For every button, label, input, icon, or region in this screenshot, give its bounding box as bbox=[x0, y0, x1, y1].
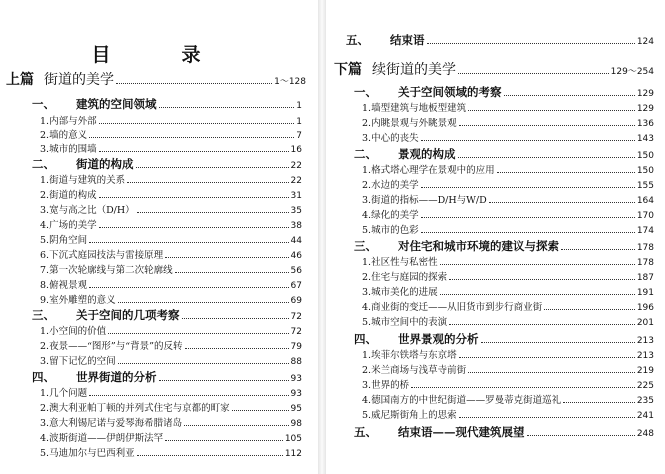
page-number: 72 bbox=[290, 327, 302, 337]
section-title: 对住宅和城市环境的建议与探索 bbox=[398, 239, 559, 253]
item-text: 2.米兰商场与浅草寺前街 bbox=[362, 365, 467, 376]
section-title: 关于空间领域的考察 bbox=[398, 85, 502, 99]
section-heading bbox=[32, 96, 302, 112]
page-number: 79 bbox=[290, 342, 302, 352]
toc-item bbox=[362, 192, 654, 206]
section-number: 二、 bbox=[32, 157, 55, 171]
page-number: 150 bbox=[636, 151, 654, 161]
item-text: 2.水边的美学 bbox=[362, 180, 419, 191]
right-page bbox=[326, 0, 665, 474]
page-number: 105 bbox=[284, 434, 302, 444]
toc-item bbox=[362, 222, 654, 236]
page-number: 143 bbox=[636, 134, 654, 144]
section-heading bbox=[354, 331, 654, 347]
item-text: 7.第一次轮廓线与第二次轮廓线 bbox=[40, 265, 173, 276]
page-number: 1 bbox=[296, 101, 302, 111]
item-text: 2.街道的构成 bbox=[40, 190, 97, 201]
page-number: 112 bbox=[284, 449, 302, 459]
page-number: 129 bbox=[636, 89, 654, 99]
page-number: 136 bbox=[636, 119, 654, 129]
item-text: 8.俯视景观 bbox=[40, 280, 88, 291]
page-number: 67 bbox=[290, 281, 302, 291]
toc-item bbox=[362, 130, 654, 144]
toc-item bbox=[362, 377, 654, 391]
section-title: 结束语——现代建筑展望 bbox=[398, 425, 525, 439]
section-title: 世界街道的分析 bbox=[76, 370, 157, 384]
section-number: 三、 bbox=[354, 239, 377, 253]
page-number: 7 bbox=[296, 131, 302, 141]
toc-item bbox=[362, 162, 654, 176]
toc-item bbox=[362, 347, 654, 361]
toc-title: 目 录 bbox=[91, 44, 227, 66]
page-number: 191 bbox=[636, 288, 654, 298]
item-text: 4.商业街的变迁——从旧货市到步行商业街 bbox=[362, 302, 543, 313]
page-number: 35 bbox=[290, 206, 302, 216]
page-number: 98 bbox=[290, 419, 302, 429]
toc-item bbox=[362, 314, 654, 328]
item-text: 9.室外雕塑的意义 bbox=[40, 295, 116, 306]
section-title: 结束语 bbox=[390, 33, 425, 47]
item-text: 1.几个问题 bbox=[40, 388, 88, 399]
toc-item bbox=[362, 299, 654, 313]
page-number: 129～254 bbox=[610, 67, 654, 77]
toc-item bbox=[362, 284, 654, 298]
toc-item bbox=[40, 141, 302, 155]
item-text: 1.内部与外部 bbox=[40, 116, 97, 127]
page-number: 213 bbox=[636, 351, 654, 361]
book-spine bbox=[318, 0, 326, 474]
item-text: 1.墙型建筑与地板型建筑 bbox=[362, 103, 467, 114]
page-number: 235 bbox=[636, 396, 654, 406]
section-heading bbox=[32, 307, 302, 323]
item-text: 4.德国南方的中世纪街道——罗曼蒂克街道巡礼 bbox=[362, 395, 562, 406]
item-text: 2.夜景——“图形”与“背景”的反转 bbox=[40, 341, 183, 352]
item-text: 6.下沉式庭园技法与雷接原理 bbox=[40, 250, 164, 261]
section-heading bbox=[354, 238, 654, 254]
page-number: 46 bbox=[290, 251, 302, 261]
toc-item bbox=[40, 445, 302, 459]
toc-item bbox=[40, 127, 302, 141]
toc-item bbox=[40, 400, 302, 414]
page-number: 150 bbox=[636, 166, 654, 176]
item-text: 1.社区性与私密性 bbox=[362, 257, 438, 268]
item-text: 3.世界的桥 bbox=[362, 380, 410, 391]
toc-item bbox=[362, 207, 654, 221]
item-text: 1.街道与建筑的关系 bbox=[40, 175, 126, 186]
section-heading bbox=[354, 146, 654, 162]
toc-item bbox=[362, 269, 654, 283]
page-number: 174 bbox=[636, 226, 654, 236]
section-number: 一、 bbox=[32, 97, 55, 111]
toc-item bbox=[40, 202, 302, 216]
item-text: 1.小空间的价值 bbox=[40, 326, 107, 337]
page-number: 187 bbox=[636, 273, 654, 283]
toc-item bbox=[40, 415, 302, 429]
page-number: 225 bbox=[636, 381, 654, 391]
item-text: 1.格式塔心理学在景观中的应用 bbox=[362, 165, 495, 176]
section-number: 三、 bbox=[32, 308, 55, 322]
toc-item bbox=[40, 187, 302, 201]
item-text: 5.阴角空间 bbox=[40, 235, 88, 246]
page-number: 219 bbox=[636, 366, 654, 376]
section-title: 景观的构成 bbox=[398, 147, 456, 161]
page-number: 22 bbox=[290, 161, 302, 171]
section-number: 五、 bbox=[346, 33, 369, 47]
section-number: 一、 bbox=[354, 85, 377, 99]
item-text: 3.留下记忆的空间 bbox=[40, 356, 116, 367]
toc-item bbox=[362, 100, 654, 114]
item-text: 2.澳大利亚帕丁顿的并列式住宅与京都的町家 bbox=[40, 403, 230, 414]
section-title: 世界景观的分析 bbox=[398, 332, 479, 346]
part-lower bbox=[334, 59, 654, 79]
page-number: 201 bbox=[636, 318, 654, 328]
section-title: 关于空间的几项考察 bbox=[76, 308, 180, 322]
toc-item bbox=[362, 254, 654, 268]
item-text: 3.中心的丧失 bbox=[362, 133, 419, 144]
section-number: 五、 bbox=[354, 425, 377, 439]
item-text: 4.波斯街道——伊朗伊斯法罕 bbox=[40, 433, 164, 444]
part-label: 上篇 bbox=[6, 72, 34, 88]
page-number: 22 bbox=[290, 176, 302, 186]
item-text: 4.广场的美学 bbox=[40, 220, 97, 231]
toc-item bbox=[40, 262, 302, 276]
section-title: 街道的构成 bbox=[76, 157, 134, 171]
item-text: 3.城市的围墙 bbox=[40, 144, 97, 155]
toc-item bbox=[40, 277, 302, 291]
page-number: 196 bbox=[636, 303, 654, 313]
part-label: 下篇 bbox=[334, 62, 362, 78]
item-text: 4.绿化的美学 bbox=[362, 210, 419, 221]
part-title: 街道的美学 bbox=[44, 72, 114, 88]
page-number: 31 bbox=[290, 191, 302, 201]
page-number: 241 bbox=[636, 411, 654, 421]
page-number: 95 bbox=[290, 404, 302, 414]
toc-item bbox=[362, 115, 654, 129]
item-text: 2.住宅与庭园的探索 bbox=[362, 272, 448, 283]
page-number: 1 bbox=[296, 117, 302, 127]
toc-item bbox=[40, 113, 302, 127]
section-number: 四、 bbox=[354, 332, 377, 346]
item-text: 5.城市空间中的表演 bbox=[362, 317, 448, 328]
page-number: 129 bbox=[636, 104, 654, 114]
page-number: 72 bbox=[290, 312, 302, 322]
part-title: 续街道的美学 bbox=[372, 62, 456, 78]
part-upper bbox=[6, 69, 306, 89]
item-text: 5.威尼斯街角上的思索 bbox=[362, 410, 457, 421]
section-heading bbox=[346, 32, 654, 48]
toc-item bbox=[362, 407, 654, 421]
toc-item bbox=[362, 177, 654, 191]
page-number: 16 bbox=[290, 145, 302, 155]
item-text: 3.宽与高之比（D/H） bbox=[40, 205, 135, 216]
page-number: 93 bbox=[290, 374, 302, 384]
page-number: 38 bbox=[290, 221, 302, 231]
section-heading bbox=[32, 369, 302, 385]
toc-item bbox=[40, 247, 302, 261]
page-number: 93 bbox=[290, 389, 302, 399]
item-text: 1.埃菲尔铁塔与东京塔 bbox=[362, 350, 457, 361]
page-number: 88 bbox=[290, 357, 302, 367]
page-number: 170 bbox=[636, 211, 654, 221]
item-text: 2.内眺景观与外眺景观 bbox=[362, 118, 457, 129]
section-heading bbox=[354, 424, 654, 440]
toc-item bbox=[40, 353, 302, 367]
item-text: 5.城市的色彩 bbox=[362, 225, 419, 236]
toc-item bbox=[40, 292, 302, 306]
section-number: 四、 bbox=[32, 370, 55, 384]
page-number: 213 bbox=[636, 336, 654, 346]
toc-item bbox=[40, 385, 302, 399]
toc-item bbox=[40, 217, 302, 231]
page-number: 1～128 bbox=[274, 77, 306, 87]
item-text: 5.马迪加尔与巴西利亚 bbox=[40, 448, 135, 459]
toc-item bbox=[40, 430, 302, 444]
section-title: 建筑的空间领域 bbox=[76, 97, 157, 111]
page-number: 155 bbox=[636, 181, 654, 191]
section-number: 二、 bbox=[354, 147, 377, 161]
section-heading bbox=[32, 156, 302, 172]
section-heading bbox=[354, 84, 654, 100]
page-number: 178 bbox=[636, 243, 654, 253]
toc-item bbox=[40, 232, 302, 246]
page-number: 164 bbox=[636, 196, 654, 206]
item-text: 3.城市美化的进展 bbox=[362, 287, 438, 298]
item-text: 2.墙的意义 bbox=[40, 130, 88, 141]
toc-item bbox=[362, 392, 654, 406]
page-number: 56 bbox=[290, 266, 302, 276]
page-number: 124 bbox=[636, 37, 654, 47]
page-number: 69 bbox=[290, 296, 302, 306]
page-number: 248 bbox=[636, 429, 654, 439]
item-text: 3.街道的指标——D/H与W/D bbox=[362, 195, 487, 206]
page-number: 178 bbox=[636, 258, 654, 268]
page-number: 44 bbox=[290, 236, 302, 246]
left-page bbox=[0, 0, 318, 474]
item-text: 3.意大利锡尼诺与爱琴海希腊诸岛 bbox=[40, 418, 183, 429]
toc-item bbox=[40, 323, 302, 337]
toc-item bbox=[362, 362, 654, 376]
toc-item bbox=[40, 338, 302, 352]
toc-item bbox=[40, 172, 302, 186]
